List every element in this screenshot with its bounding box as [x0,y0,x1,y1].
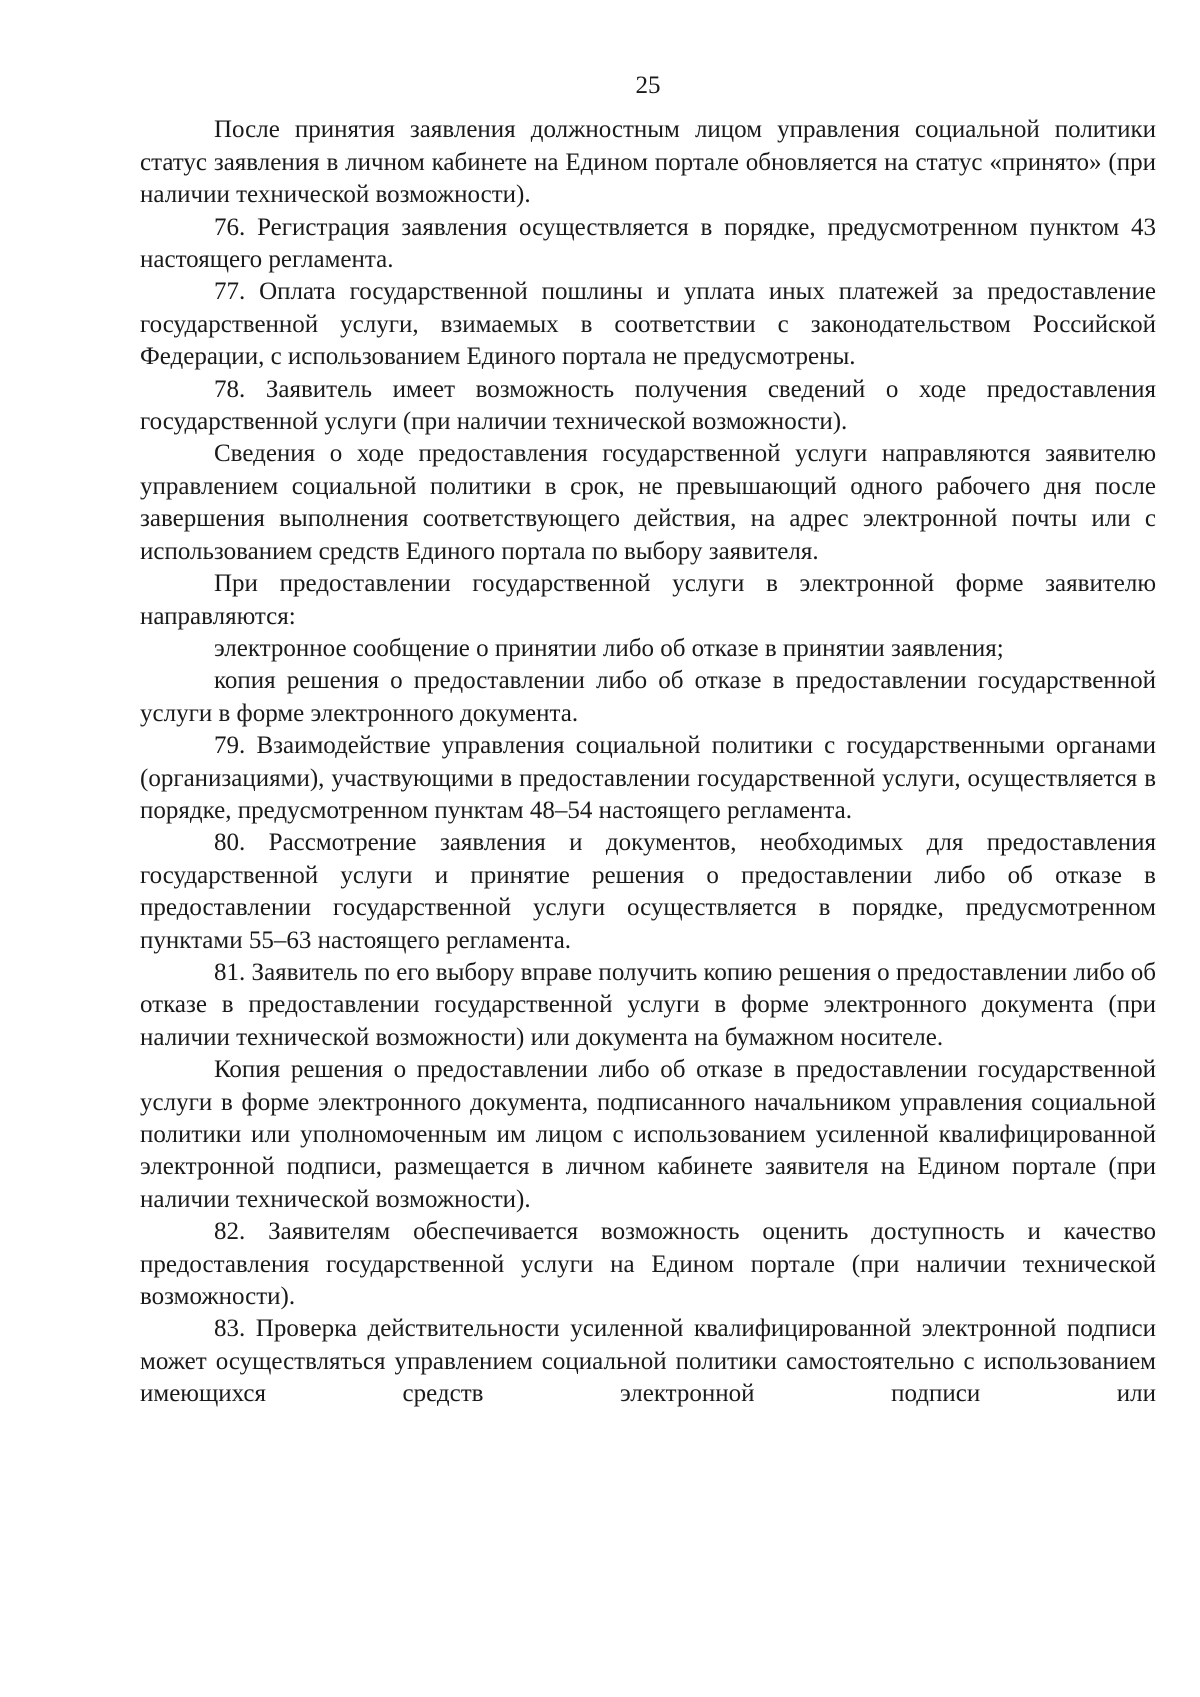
paragraph-81: 81. Заявитель по его выбору вправе получить копию решения о предоставлении либо об отказе в предоставлении государственной услуги в форме электронного документа (при наличии технической возможности) или документа на бумажном носителе. [140,958,1156,1051]
paragraph-82: 82. Заявителям обеспечивается возможность оценить доступность и качество предоставления государственной услуги на Едином портале (при наличии технической возможности). [140,1218,1156,1311]
paragraph-electronic-form: При предоставлении государственной услуги в электронной форме заявителю направляются: [140,570,1156,630]
paragraph-electronic-message: электронное сообщение о принятии либо об отказе в принятии заявления; [214,634,1004,662]
paragraph-78: 78. Заявитель имеет возможность получения сведений о ходе предоставления государственной услуги (при наличии технической возможности). [140,375,1156,436]
page-number: 25 [635,72,661,99]
paragraph-77: 77. Оплата государственной пошлины и уплата иных платежей за предоставление государственной услуги, взимаемых в соответствии с законодательством Российской Федерации, с использованием Единого портала не предусмотрены. [140,278,1156,371]
paragraph-status-update: После принятия заявления должностным лицом управления социальной политики статус заявления в личном кабинете на Едином портале обновляется на статус «принято» (при наличии технической возможности). [140,116,1156,209]
paragraph-decision-copy: копия решения о предоставлении либо об отказе в предоставлении государственной услуги в форме электронного документа. [140,667,1156,727]
paragraph-decision-copy-signed: Копия решения о предоставлении либо об отказе в предоставлении государственной услуги в форме электронного документа, подписанного начальником управления социальной политики или уполномоченным им лицом с использованием усиленной квалифицированной электронной подписи, размещается в личном кабинете заявителя на Едином портале (при наличии технической возможности). [140,1056,1156,1213]
document-page [140,70,1156,1411]
paragraph-79: 79. Взаимодействие управления социальной политики с государственными органами (организациями), участвующими в предоставлении государственной услуги, осуществляется в порядке, предусмотренном пунктам 48–54 настоящего регламента. [140,732,1156,824]
paragraph-76: 76. Регистрация заявления осуществляется в порядке, предусмотренном пунктом 43 настоящего регламента. [140,213,1156,274]
paragraph-progress-info: Сведения о ходе предоставления государственной услуги направляются заявителю управлением социальной политики в срок, не превышающий одного рабочего дня после завершения выполнения соответствующего действия, на адрес электронной почты или с использованием средств Единого портала по выбору заявителя. [140,440,1156,565]
paragraph-83: 83. Проверка действительности усиленной квалифицированной электронной подписи может осуществляться управлением социальной политики самостоятельно с использованием имеющихся средств электронной подписи или [140,1315,1156,1408]
paragraph-80: 80. Рассмотрение заявления и документов, необходимых для предоставления государственной услуги и принятие решения о предоставлении либо об отказе в предоставлении государственной услуги осуществляется в порядке, предусмотренном пунктами 55–63 настоящего регламента. [140,829,1156,954]
